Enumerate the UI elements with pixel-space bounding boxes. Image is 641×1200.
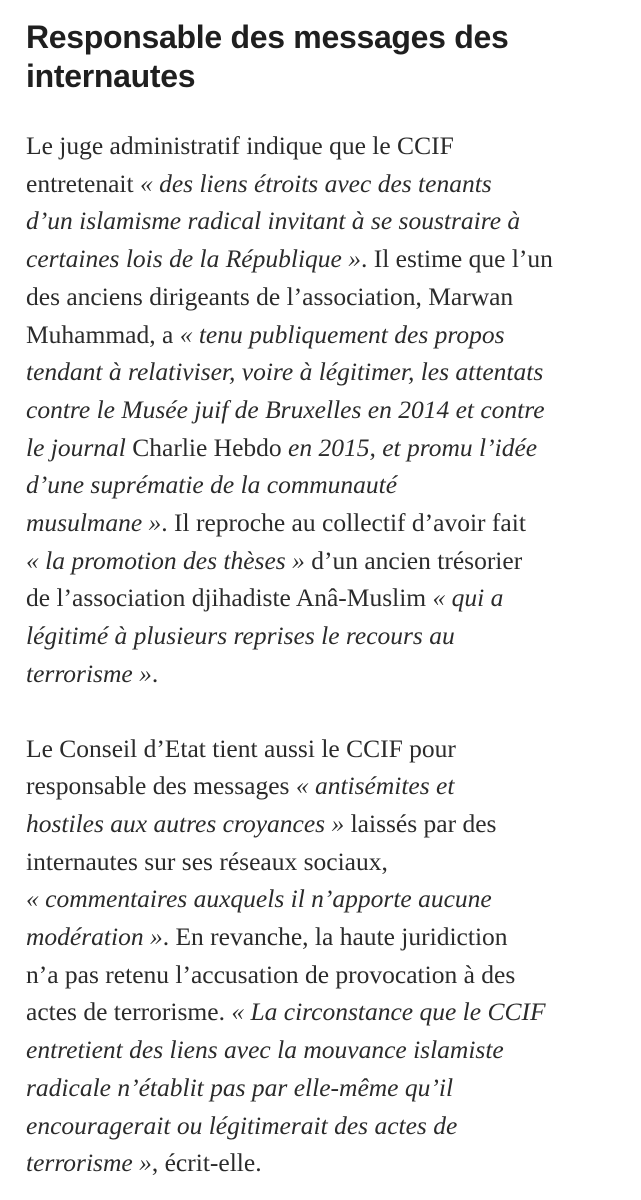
paragraph-line: [26, 880, 615, 918]
paragraph-line: [26, 240, 615, 278]
quoted-text: musulmane »: [26, 508, 162, 538]
paragraph-line: [26, 127, 615, 165]
paragraph-line: [26, 993, 615, 1031]
body-text: des anciens dirigeants de l’association, Marwan: [26, 281, 514, 311]
paragraph-line: [26, 353, 615, 391]
section-heading-line: Responsable des messages des: [26, 19, 509, 55]
section-heading-line: internautes: [26, 58, 196, 94]
paragraph-line: [26, 655, 615, 693]
body-text: Charlie Hebdo: [132, 432, 282, 462]
quoted-text: radicale n’établit pas par elle-même qu’il: [26, 1072, 454, 1102]
paragraph-line: [26, 805, 615, 843]
paragraph-line: [26, 504, 615, 542]
quoted-text: terrorisme »: [26, 1148, 152, 1178]
paragraph-line: [26, 918, 615, 956]
body-text: Muhammad, a: [26, 319, 180, 349]
paragraph-line: [26, 767, 615, 805]
body-text: entretenait: [26, 168, 140, 198]
paragraph-line: [26, 429, 615, 467]
body-text: Le juge administratif indique que le CCIF: [26, 131, 454, 160]
quoted-text: « des liens étroits avec des tenants: [139, 168, 492, 198]
body-text: responsable des messages: [26, 771, 296, 801]
quoted-text: d’une suprématie de la communauté: [26, 470, 398, 500]
quoted-text: terrorisme »: [26, 658, 152, 688]
body-text: d’un ancien trésorier: [304, 545, 523, 575]
paragraph-line: [26, 730, 615, 768]
paragraph-line: [26, 843, 615, 881]
body-text: internautes sur ses réseaux sociaux,: [26, 846, 388, 876]
body-text: n’a pas retenu l’accusation de provocation à des: [26, 959, 516, 989]
body-text: . En revanche, la haute juridiction: [162, 922, 508, 952]
quoted-text: certaines lois de la République »: [26, 244, 361, 274]
paragraph-line: [26, 1069, 615, 1107]
body-text: . Il estime que l’un: [360, 244, 553, 274]
paragraph-line: [26, 316, 615, 354]
quoted-text: « commentaires auxquels il n’apporte aucune: [26, 884, 492, 914]
quoted-text: en 2015, et promu l’idée: [281, 432, 538, 462]
paragraph-line: [26, 617, 615, 655]
quoted-text: « la promotion des thèses »: [26, 545, 305, 575]
paragraph-line: [26, 391, 615, 429]
quoted-text: « tenu publiquement des propos: [179, 319, 505, 349]
quoted-text: « La circonstance que le CCIF: [231, 997, 546, 1027]
paragraph-line: [26, 278, 615, 316]
quoted-text: le journal: [26, 432, 133, 462]
quoted-text: hostiles aux autres croyances »: [26, 808, 345, 838]
paragraph-line: [26, 542, 615, 580]
paragraph-line: [26, 202, 615, 240]
quoted-text: entretient des liens avec la mouvance islamiste: [26, 1035, 504, 1065]
quoted-text: tendant à relativiser, voire à légitimer, les attentats: [26, 357, 544, 387]
paragraph-line: [26, 579, 615, 617]
quoted-text: légitimé à plusieurs reprises le recours au: [26, 621, 455, 651]
body-text: Le Conseil d’Etat tient aussi le CCIF pour: [26, 733, 456, 763]
paragraph-line: [26, 165, 615, 203]
section-heading: [26, 18, 615, 96]
body-text: , écrit-elle.: [151, 1148, 262, 1178]
body-text: actes de terrorisme.: [26, 997, 232, 1027]
body-text: laissés par des: [344, 808, 497, 838]
quoted-text: « qui a: [432, 583, 504, 613]
article-paragraph: [26, 730, 615, 1182]
body-text: .: [151, 658, 159, 688]
body-text: . Il reproche au collectif d’avoir fait: [161, 508, 526, 538]
paragraph-line: [26, 1031, 615, 1069]
paragraph-line: [26, 1107, 615, 1145]
paragraph-line: [26, 956, 615, 994]
quoted-text: d’un islamisme radical invitant à se soustraire à: [26, 206, 521, 236]
body-text: de l’association djihadiste Anâ-Muslim: [26, 583, 433, 613]
paragraph-line: [26, 1144, 615, 1182]
quoted-text: « antisémites et: [295, 771, 455, 801]
quoted-text: encouragerait ou légitimerait des actes de: [26, 1110, 458, 1140]
quoted-text: modération »: [26, 922, 163, 952]
paragraph-line: [26, 466, 615, 504]
quoted-text: contre le Musée juif de Bruxelles en 2014 et contre: [26, 394, 545, 424]
article-paragraph: [26, 127, 615, 693]
